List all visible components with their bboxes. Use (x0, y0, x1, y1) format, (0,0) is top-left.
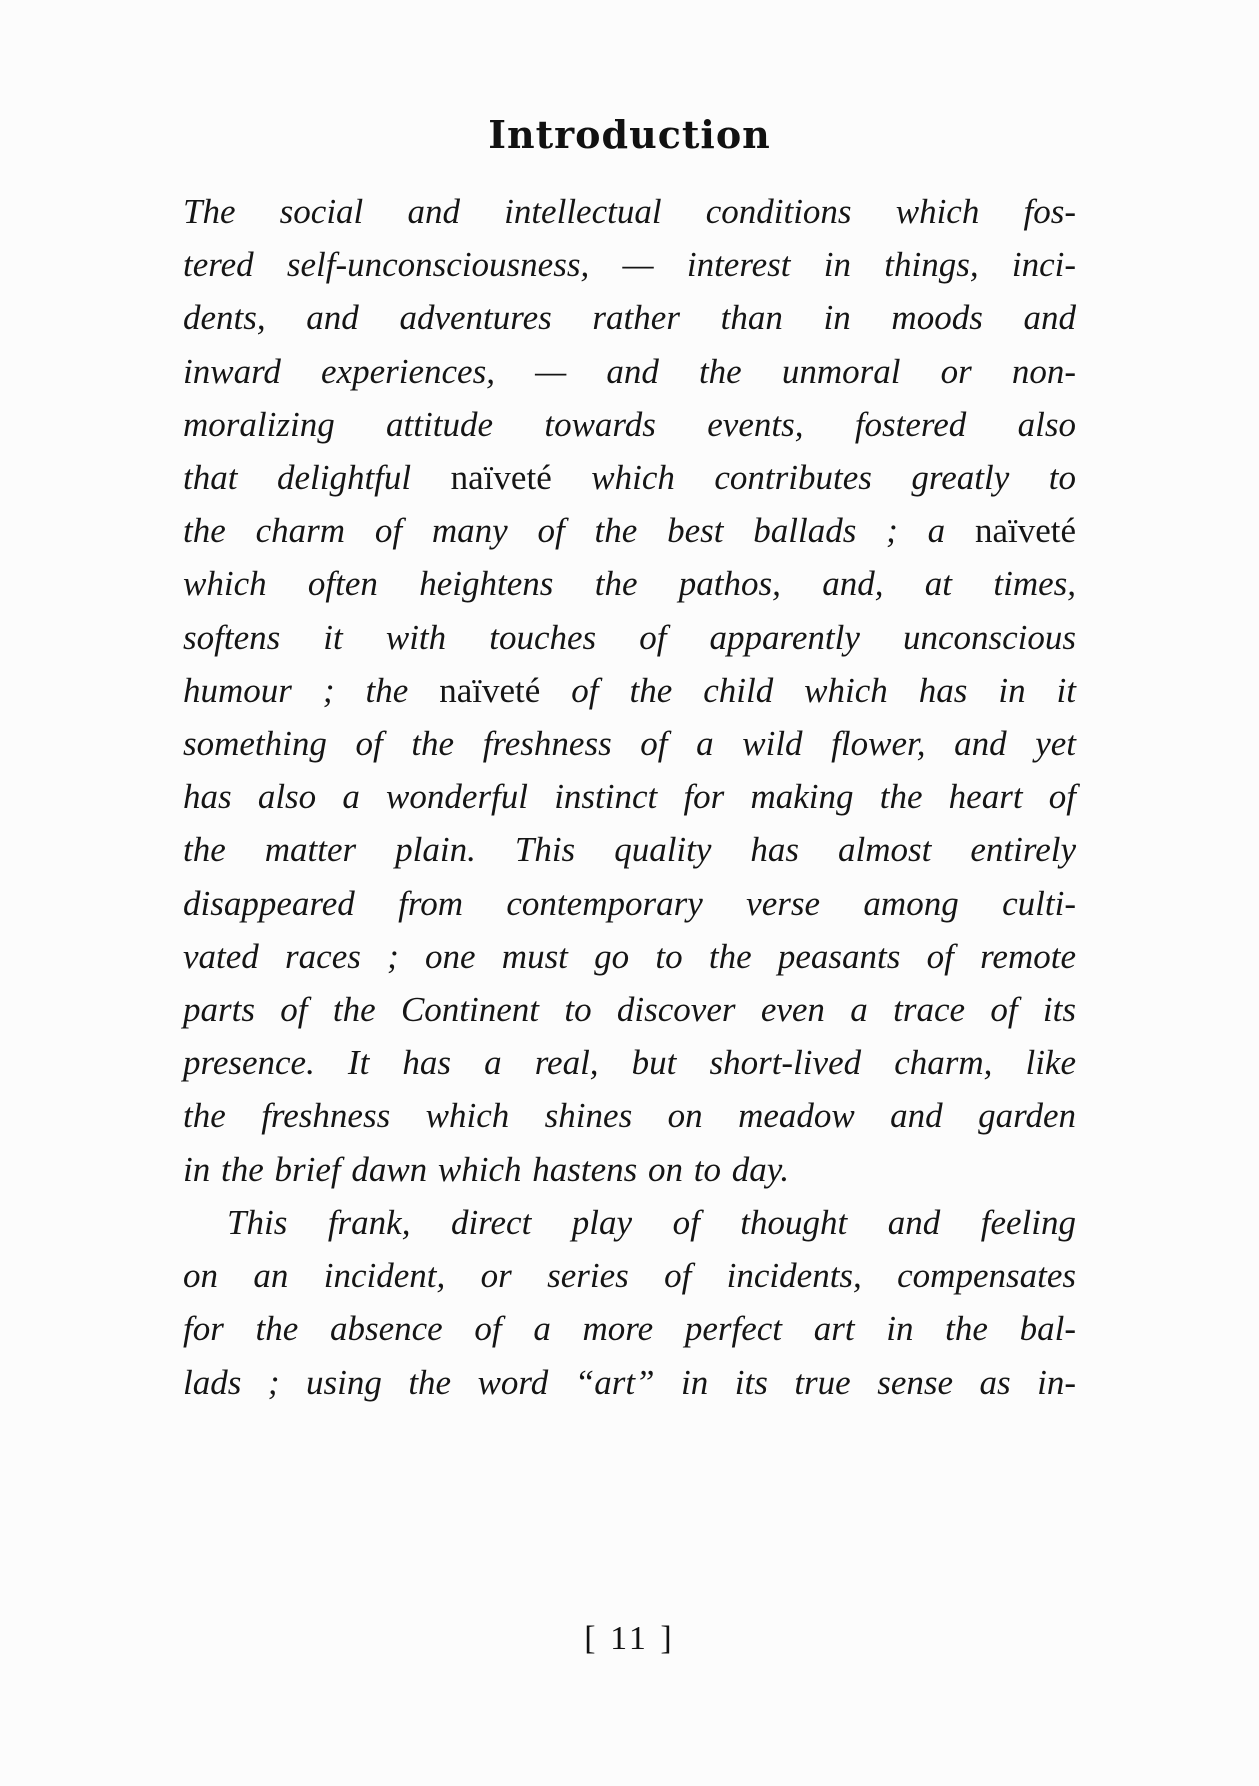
text-line (183, 935, 1076, 979)
text-segment: The social and intellectual conditions which fos- (183, 192, 1076, 231)
text-segment: the matter plain. This quality has almost entirely (183, 830, 1076, 870)
roman-word: naïveté (974, 511, 1076, 551)
text-segment: for the absence of a more perfect art in the bal- (183, 1309, 1076, 1349)
text-line (183, 775, 1076, 819)
text-segment: lads ; using the word “art” in its true sense as in- (183, 1362, 1076, 1402)
text-segment: tered self-unconsciousness, — interest in things, inci- (183, 245, 1076, 285)
text-line (183, 190, 1076, 234)
text-line (183, 669, 1076, 713)
text-line (183, 456, 1076, 500)
text-segment: humour ; the (183, 670, 440, 710)
text-line (183, 562, 1076, 606)
text-line (183, 1041, 1076, 1085)
text-line (183, 828, 1076, 872)
text-segment: something of the freshness of a wild flower, and yet (183, 724, 1076, 763)
text-segment: moralizing attitude towards events, fostered also (183, 404, 1076, 444)
text-line (183, 350, 1076, 394)
text-segment: presence. It has a real, but short-lived charm, like (183, 1043, 1076, 1083)
text-segment: which contributes greatly to (551, 458, 1076, 497)
text-segment: of the child which has in it (540, 670, 1076, 710)
text-line (183, 1148, 1076, 1192)
text-line (183, 403, 1076, 447)
text-segment: the charm of many of the best ballads ; a (183, 511, 975, 551)
text-segment: dents, and adventures rather than in moods and (183, 298, 1076, 338)
text-segment: softens it with touches of apparently unconscious (183, 617, 1076, 657)
text-line (183, 988, 1076, 1032)
text-segment: disappeared from contemporary verse among culti- (183, 883, 1076, 923)
page-number: [ 11 ] (584, 1620, 675, 1657)
roman-word: naïveté (439, 670, 541, 710)
text-line (183, 1307, 1076, 1351)
text-line (183, 296, 1076, 340)
text-line (183, 616, 1076, 660)
text-line (227, 1201, 1076, 1245)
text-line (183, 1094, 1076, 1138)
text-line (183, 243, 1076, 287)
text-segment: the freshness which shines on meadow and garden (183, 1096, 1076, 1136)
text-segment: vated races ; one must go to the peasants of remote (183, 936, 1076, 976)
text-line (183, 1361, 1076, 1405)
text-segment: parts of the Continent to discover even a trace of its (183, 990, 1076, 1029)
page-heading: Introduction (488, 112, 771, 157)
text-segment: in the brief dawn which hastens on to day. (183, 1149, 790, 1189)
text-line (183, 1254, 1076, 1298)
text-line (183, 882, 1076, 926)
text-segment: that delightful (183, 458, 451, 497)
text-segment: has also a wonderful instinct for making the heart of (183, 777, 1076, 817)
text-line (183, 722, 1076, 766)
text-line (183, 509, 1076, 553)
text-segment: This frank, direct play of thought and feeling (227, 1203, 1076, 1242)
text-segment: on an incident, or series of incidents, compensates (183, 1256, 1076, 1296)
text-segment: which often heightens the pathos, and, at times, (183, 564, 1076, 604)
roman-word: naïveté (450, 458, 552, 497)
text-segment: inward experiences, — and the unmoral or non- (183, 351, 1076, 391)
